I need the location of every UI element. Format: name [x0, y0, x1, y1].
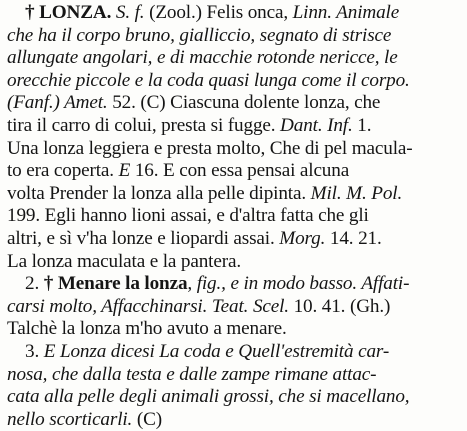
- text-segment: Linn. Animale: [292, 2, 400, 23]
- text-line: [7, 138, 461, 161]
- text-segment: Amet.: [64, 92, 108, 114]
- text-segment: nello scorticarli.: [7, 408, 133, 430]
- text-segment: 2.: [25, 273, 44, 295]
- text-segment: 10. 41. (Gh.): [288, 295, 391, 317]
- text-segment: altri, e sì v'ha lonze e liopardi assai.: [7, 227, 280, 249]
- text-segment: Mil. M. Pol.: [310, 182, 403, 204]
- text-segment: 199. Egli hanno lioni assai, e d'altra fatta che gli: [7, 205, 369, 227]
- text-segment: S. f.: [111, 2, 145, 23]
- text-segment: Dant. Inf.: [280, 114, 353, 136]
- text-segment: che ha il corpo bruno, gialliccio, segnato di strisce: [7, 24, 392, 46]
- text-line: [7, 296, 461, 319]
- text-line: [7, 183, 461, 206]
- text-segment: 1.: [352, 114, 372, 136]
- text-line: [7, 70, 461, 93]
- text-line: [7, 251, 461, 274]
- text-segment: † Menare la lonza: [43, 273, 188, 295]
- text-segment: orecchie piccole e la coda quasi lunga come il corpo.: [7, 69, 410, 91]
- text-line: [7, 318, 461, 341]
- text-segment: (C): [132, 408, 162, 430]
- text-segment: to era coperta.: [7, 160, 119, 182]
- text-segment: 16. E con essa pensai alcuna: [130, 160, 350, 182]
- text-line: [7, 273, 461, 296]
- text-line: [7, 25, 461, 48]
- text-line: [7, 115, 461, 138]
- text-segment: carsi molto, Affacchinarsi. Teat. Scel.: [7, 295, 289, 317]
- text-segment: † LONZA.: [25, 2, 112, 23]
- text-segment: (Fanf.): [7, 92, 65, 114]
- text-segment: E Lonza dicesi La coda e Quell'estremità car-: [43, 340, 390, 362]
- text-line: [7, 341, 461, 364]
- text-line: [7, 364, 461, 387]
- text-segment: 52. (C) Ciascuna dolente lonza, che: [107, 92, 381, 114]
- text-line: [7, 92, 461, 115]
- text-line: [7, 47, 461, 70]
- text-segment: cata alla pelle degli animali grossi, che si macellano,: [7, 386, 410, 408]
- text-segment: La lonza maculata e la pantera.: [7, 250, 241, 272]
- text-segment: , fig., e in modo basso. Affati-: [187, 273, 410, 295]
- text-line: [7, 386, 461, 409]
- text-segment: 3.: [25, 340, 44, 362]
- text-segment: allungate angolari, e di macchie rotonde nericce, le: [7, 47, 398, 69]
- text-segment: nosa, che dalla testa e dalle zampe rimane attac-: [7, 363, 377, 385]
- text-segment: 14. 21.: [325, 227, 382, 249]
- text-line: [7, 2, 461, 25]
- text-line: [7, 205, 461, 228]
- text-segment: Una lonza leggiera e presta molto, Che di pel macula-: [7, 137, 413, 159]
- text-segment: volta Prender la lonza alla pelle dipinta.: [7, 182, 311, 204]
- text-segment: (Zool.) Felis onca,: [144, 2, 293, 23]
- text-segment: tira il carro di colui, presta si fugge.: [7, 114, 281, 136]
- text-segment: E: [118, 160, 131, 182]
- text-segment: Talchè la lonza m'ho avuto a menare.: [7, 318, 287, 340]
- text-segment: Morg.: [279, 227, 326, 249]
- text-line: [7, 160, 461, 183]
- text-line: [7, 409, 461, 431]
- text-line: [7, 228, 461, 251]
